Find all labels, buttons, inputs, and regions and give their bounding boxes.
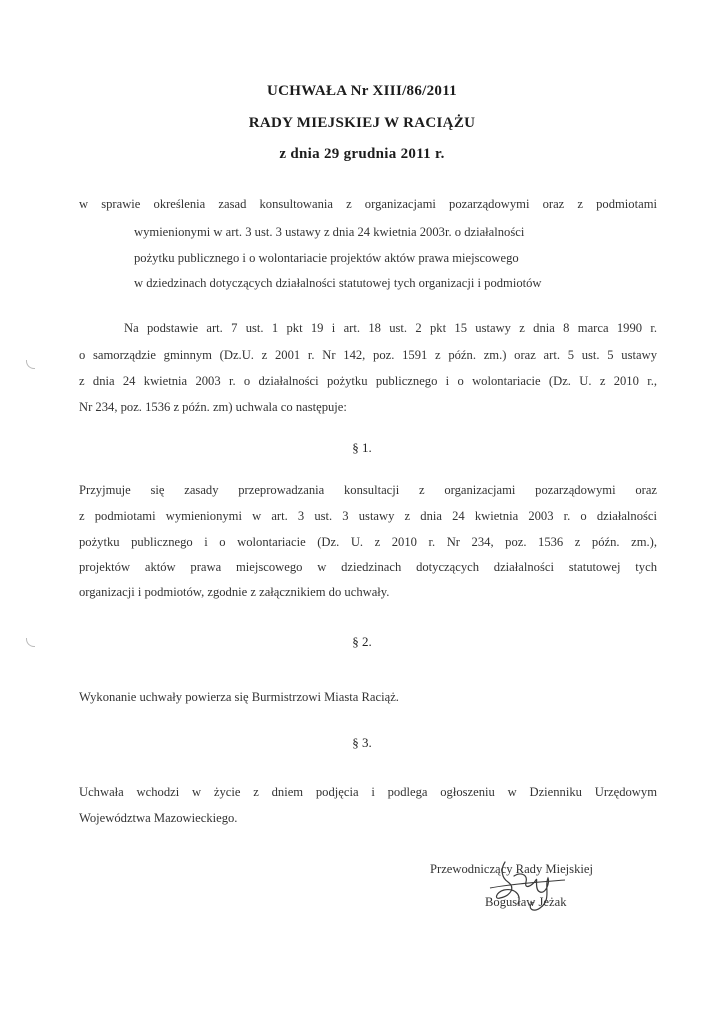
subject-line-2: wymienionymi w art. 3 ust. 3 ustawy z dnia 24 kwietnia 2003r. o działalności (134, 225, 525, 239)
section-1-heading: § 1. (352, 440, 372, 455)
signature-role: Przewodniczący Rady Miejskiej (430, 862, 593, 876)
handwritten-signature (470, 860, 640, 920)
section-3-heading: § 3. (352, 735, 372, 750)
subject-line-1: w sprawie określenia zasad konsultowania z organizacjami pozarządowymi oraz z podmiotami (79, 197, 657, 211)
section-1-line-4: projektów aktów prawa miejscowego w dziedzinach dotyczących działalności statutowej tych (79, 560, 657, 574)
section-1-line-3: pożytku publicznego i o wolontariacie (Dz. U. z 2010 r. Nr 234, poz. 1536 z późn. zm.), (79, 535, 657, 549)
preamble-line-2: o samorządzie gminnym (Dz.U. z 2001 r. Nr 142, poz. 1591 z późn. zm.) oraz art. 5 ust. 5 ustawy (79, 348, 657, 362)
section-3-line-1: Uchwała wchodzi w życie z dniem podjęcia i podlega ogłoszeniu w Dzienniku Urzędowym (79, 785, 657, 799)
section-3-line-2: Województwa Mazowieckiego. (79, 811, 238, 825)
section-1-line-2: z podmiotami wymienionymi w art. 3 ust. 3 ustawy z dnia 24 kwietnia 2003 r. o działalności (79, 509, 657, 523)
section-2-heading: § 2. (352, 634, 372, 649)
preamble-line-1: Na podstawie art. 7 ust. 1 pkt 19 i art. 18 ust. 2 pkt 15 ustawy z dnia 8 marca 1990 r. (124, 321, 657, 335)
scan-margin-mark (26, 360, 35, 369)
section-2-line-1: Wykonanie uchwały powierza się Burmistrzowi Miasta Raciąż. (79, 690, 399, 704)
resolution-date: z dnia 29 grudnia 2011 r. (279, 146, 445, 162)
council-name: RADY MIEJSKIEJ W RACIĄŻU (248, 115, 476, 131)
preamble-line-3: z dnia 24 kwietnia 2003 r. o działalności pożytku publicznego i o wolontariacie (Dz. U. z 2010 r., (79, 374, 657, 388)
subject-line-4: w dziedzinach dotyczących działalności statutowej tych organizacji i podmiotów (134, 276, 542, 290)
section-1-line-5: organizacji i podmiotów, zgodnie z załącznikiem do uchwały. (79, 585, 390, 599)
section-1-line-1: Przyjmuje się zasady przeprowadzania konsultacji z organizacjami pozarządowymi oraz (79, 483, 657, 497)
preamble-line-4: Nr 234, poz. 1536 z późn. zm) uchwala co następuje: (79, 400, 347, 414)
signature-name: Bogusław Jeżak (485, 895, 567, 909)
resolution-number: UCHWAŁA Nr XIII/86/2011 (267, 83, 457, 99)
subject-line-3: pożytku publicznego i o wolontariacie projektów aktów prawa miejscowego (134, 251, 519, 265)
